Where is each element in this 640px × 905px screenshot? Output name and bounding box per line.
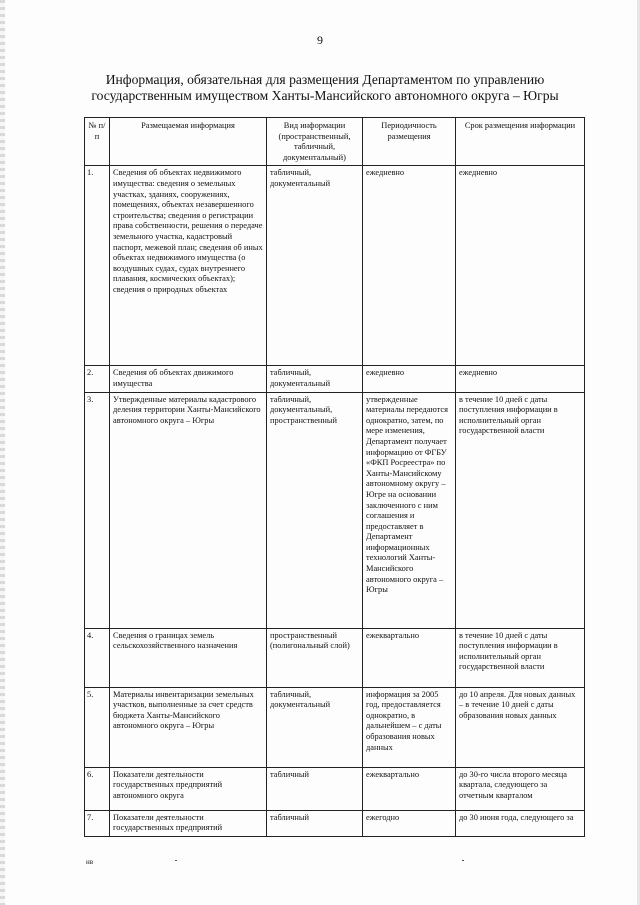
scan-dot xyxy=(462,860,464,861)
title-line-2: государственным имуществом Ханты-Мансийского автономного округа – Югры xyxy=(91,88,559,103)
table-row xyxy=(85,166,585,366)
row-info: Сведения о границах земель сельскохозяйственного назначения xyxy=(110,628,267,687)
table-row xyxy=(85,687,585,767)
row-type: табличный xyxy=(267,767,363,810)
row-number: 1. xyxy=(85,166,110,366)
row-type: табличный, документальный xyxy=(267,366,363,392)
row-number: 5. xyxy=(85,687,110,767)
row-number: 6. xyxy=(85,767,110,810)
row-term: ежедневно xyxy=(456,166,585,366)
header-term: Срок размещения информации xyxy=(456,118,585,166)
table-row xyxy=(85,810,585,836)
row-type: табличный, документальный xyxy=(267,687,363,767)
footer-mark: нв xyxy=(86,858,94,866)
header-info: Размещаемая информация xyxy=(110,118,267,166)
row-period: информация за 2005 год, предоставляется однократно, в дальнейшем – с даты образования новых данных xyxy=(363,687,456,767)
row-info: Сведения об объектах недвижимого имущества: сведения о земельных участках, зданиях, сооружениях, помещениях, объектах незавершенного строительства; сведения о регистрации права собственности, решения о передаче земельного участка, кадастровый паспорт, межевой план; сведения об иных объектах недвижимого имущества (о воздушных судах, судах внутреннего плавания, космических объектах); сведения о природных объектах xyxy=(110,166,267,366)
row-period: ежедневно xyxy=(363,366,456,392)
row-info: Утвержденные материалы кадастрового деления территории Ханты-Мансийского автономного округа – Югры xyxy=(110,392,267,628)
row-info: Показатели деятельности государственных предприятий xyxy=(110,810,267,836)
row-number: 4. xyxy=(85,628,110,687)
row-number: 3. xyxy=(85,392,110,628)
row-type: табличный, документальный, пространственный xyxy=(267,392,363,628)
row-period: ежеквартально xyxy=(363,767,456,810)
scan-dot xyxy=(175,860,177,861)
row-term: ежедневно xyxy=(456,366,585,392)
table-header-row xyxy=(85,118,585,166)
table-row xyxy=(85,392,585,628)
document-title xyxy=(60,72,590,104)
header-type: Вид информации (пространственный, табличный, документальный) xyxy=(267,118,363,166)
row-term: до 30-го числа второго месяца квартала, следующего за отчетным кварталом xyxy=(456,767,585,810)
header-period: Периодичность размещения xyxy=(363,118,456,166)
table-row xyxy=(85,366,585,392)
row-type: табличный, документальный xyxy=(267,166,363,366)
table-row xyxy=(85,767,585,810)
row-type: табличный xyxy=(267,810,363,836)
page-number: 9 xyxy=(317,33,323,47)
row-period: ежегодно xyxy=(363,810,456,836)
row-term: до 10 апреля. Для новых данных – в течение 10 дней с даты образования новых данных xyxy=(456,687,585,767)
title-line-1: Информация, обязательная для размещения Департаментом по управлению xyxy=(105,72,545,87)
row-period: ежеквартально xyxy=(363,628,456,687)
row-term: в течение 10 дней с даты поступления информации в исполнительный орган государственной власти xyxy=(456,392,585,628)
row-term: до 30 июня года, следующего за xyxy=(456,810,585,836)
table-row xyxy=(85,628,585,687)
header-number: № п/п xyxy=(85,118,110,166)
information-table xyxy=(84,117,585,837)
row-info: Показатели деятельности государственных предприятий автономного округа xyxy=(110,767,267,810)
scan-edge-left xyxy=(0,0,5,905)
row-info: Материалы инвентаризации земельных участков, выполненные за счет средств бюджета Ханты-Мансийского автономного округа – Югры xyxy=(110,687,267,767)
row-type: пространственный (полигональный слой) xyxy=(267,628,363,687)
row-period: утвержденные материалы передаются однократно, затем, по мере изменения, Департамент получает информацию от ФГБУ «ФКП Росреестра» по Ханты-Мансийскому автономному округу – Югре на основании заключенного с ним соглашения и предоставляет в Департамент информационных технологий Ханты-Мансийского автономного округа – Югры xyxy=(363,392,456,628)
row-number: 2. xyxy=(85,366,110,392)
row-number: 7. xyxy=(85,810,110,836)
row-term: в течение 10 дней с даты поступления информации в исполнительный орган государственной власти xyxy=(456,628,585,687)
row-period: ежедневно xyxy=(363,166,456,366)
row-info: Сведения об объектах движимого имущества xyxy=(110,366,267,392)
